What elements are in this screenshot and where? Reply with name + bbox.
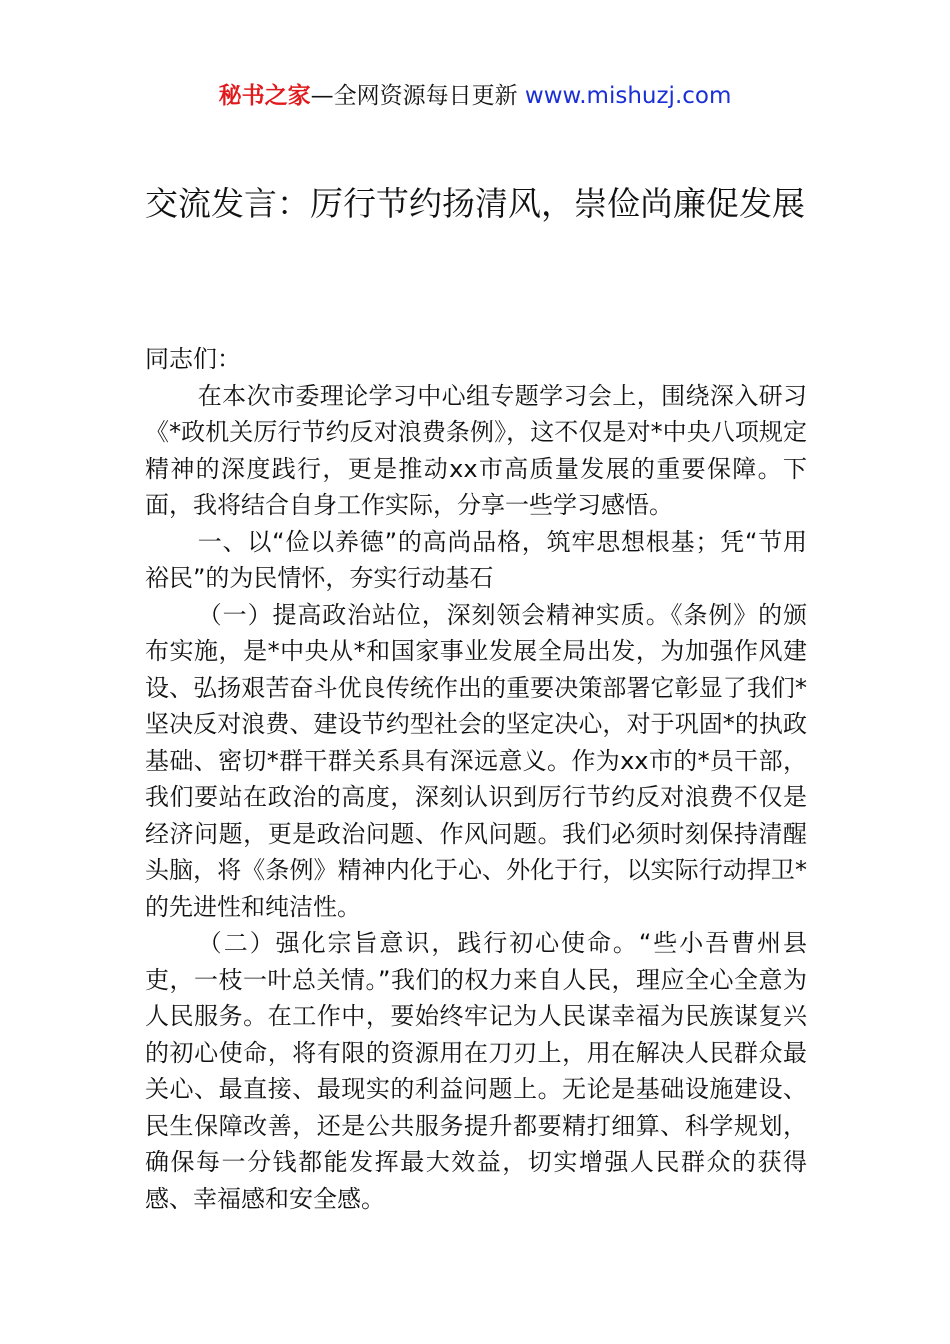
section-heading-1: 一、以“俭以养德”的高尚品格，筑牢思想根基；凭“节用裕民”的为民情怀，夯实行动基石 xyxy=(145,527,807,592)
site-url-link[interactable]: www.mishuzj.com xyxy=(524,83,732,109)
site-tagline: —全网资源每日更新 xyxy=(310,83,525,109)
site-brand: 秘书之家 xyxy=(218,83,311,109)
subsection-paragraph-2: （二）强化宗旨意识，践行初心使命。“些小吾曹州县吏，一枝一叶总关情。”我们的权力来自人民，理应全心全意为人民服务。在工作中，要始终牢记为人民谋幸福为民族谋复兴的初心使命，将有限的资源用在刀刃上，用在解决人民群众最关心、最直接、最现实的利益问题上。无论是基础设施建设、民生保障改善，还是公共服务提升都要精打细算、科学规划，确保每一分钱都能发挥最大效益，切实增强人民群众的获得感、幸福感和安全感。 xyxy=(145,929,807,1213)
document-body xyxy=(145,341,807,1217)
subsection-paragraph-1: （一）提高政治站位，深刻领会精神实质。《条例》的颁布实施，是*中央从*和国家事业发展全局出发，为加强作风建设、弘扬艰苦奋斗优良传统作出的重要决策部署它彰显了我们*坚决反对浪费、建设节约型社会的坚定决心，对于巩固*的执政基础、密切*群干群关系具有深远意义。作为xx市的*员干部，我们要站在政治的高度，深刻认识到厉行节约反对浪费不仅是经济问题，更是政治问题、作风问题。我们必须时刻保持清醒头脑，将《条例》精神内化于心、外化于行，以实际行动捍卫*的先进性和纯洁性。 xyxy=(145,600,807,921)
site-header xyxy=(0,80,950,112)
intro-paragraph: 在本次市委理论学习中心组专题学习会上，围绕深入研习《*政机关厉行节约反对浪费条例》，这不仅是对*中央八项规定精神的深度践行，更是推动xx市高质量发展的重要保障。下面，我将结合自身工作实际，分享一些学习感悟。 xyxy=(145,381,807,519)
salutation: 同志们： xyxy=(145,345,241,373)
document-title: 交流发言：厉行节约扬清风，崇俭尚廉促发展 xyxy=(145,184,805,223)
